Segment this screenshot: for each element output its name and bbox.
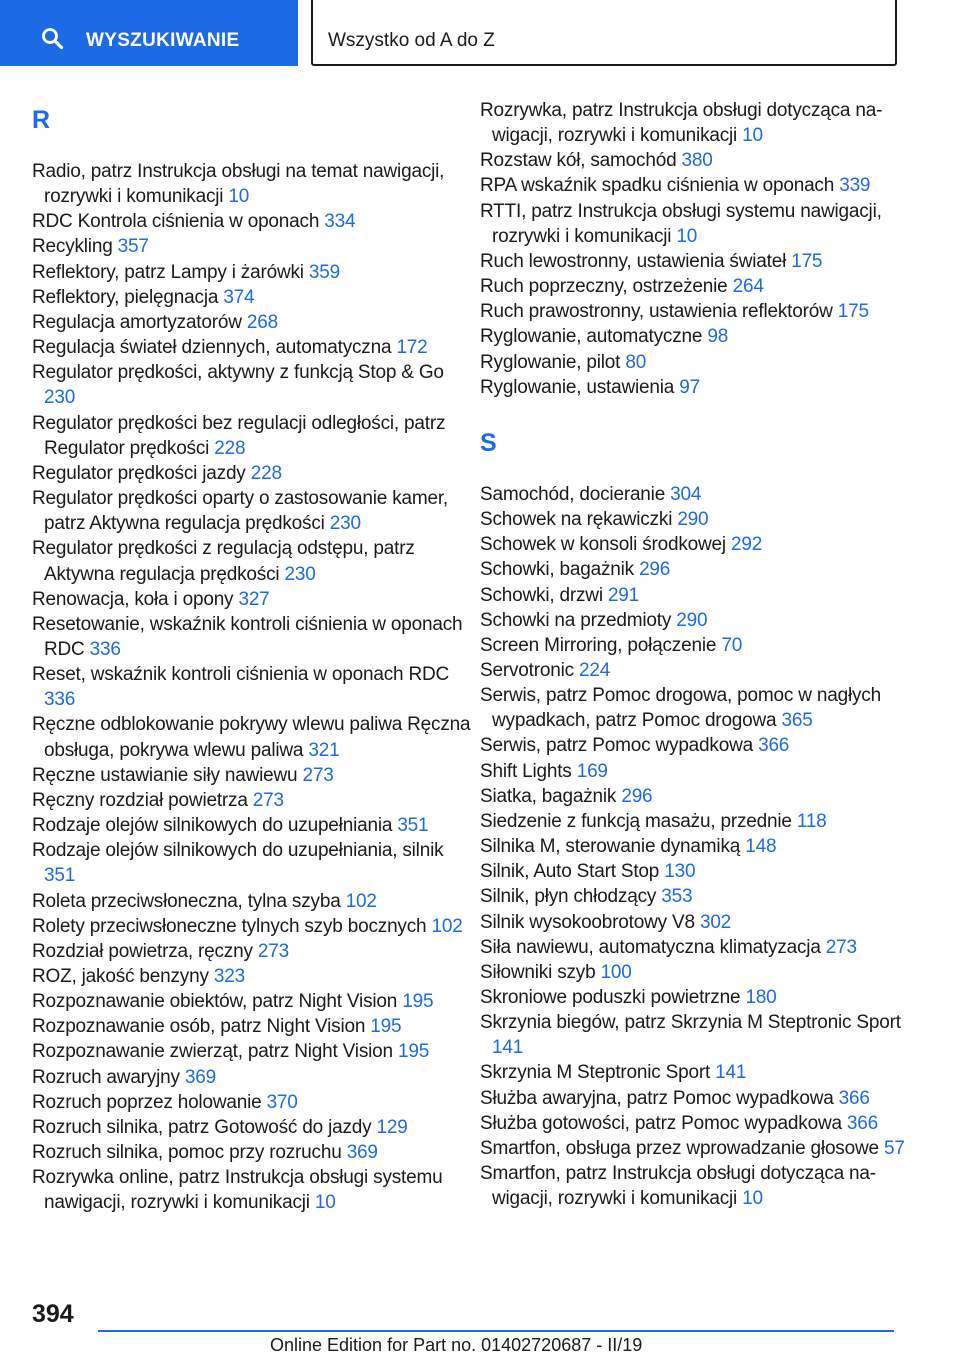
page-link[interactable]: 302	[699, 911, 732, 933]
index-entry	[32, 1090, 472, 1115]
index-entry	[480, 809, 920, 834]
index-entry-text: Ruch lewostronny, ustawienia świateł	[480, 250, 787, 272]
index-entry	[480, 759, 920, 784]
index-entry	[32, 964, 472, 989]
index-entry-text: Smartfon, patrz Instrukcja obsługi dotycząca nawigacji, rozrywki i komunikacji	[480, 1163, 877, 1210]
index-entry-text: Reflektory, patrz Lampy i żarówki	[32, 261, 304, 283]
index-entry	[480, 557, 920, 582]
page-link[interactable]: 129	[376, 1116, 408, 1138]
index-entry	[32, 310, 472, 335]
index-column-left	[32, 98, 472, 1216]
page-link[interactable]: 336	[89, 638, 121, 660]
search-button[interactable]	[0, 0, 298, 66]
index-entry-text: Reflektory, pielęgnacja	[32, 286, 219, 308]
index-entry	[32, 360, 472, 410]
index-entry	[480, 274, 920, 299]
index-entry-text: Rozrywka online, patrz Instrukcja obsługi systemu nawigacji, rozrywki i komunikacji	[32, 1167, 443, 1214]
page-link[interactable]: 10	[228, 186, 250, 208]
index-entry-text: Shift Lights	[480, 760, 572, 782]
index-entry	[32, 838, 472, 888]
page-link[interactable]: 70	[721, 634, 743, 656]
page-title: Wszystko od A do Z	[328, 30, 495, 51]
page-link[interactable]: 369	[184, 1066, 217, 1088]
index-entry	[480, 1010, 920, 1060]
index-entry-text: Siłowniki szyb	[480, 961, 596, 983]
index-entry-text: Regulator prędkości jazdy	[32, 462, 246, 484]
page-link[interactable]: 98	[707, 326, 729, 348]
index-entry-text: Rozrywka, patrz Instrukcja obsługi dotycząca nawigacji, rozrywki i komunikacji	[480, 100, 883, 147]
page-link[interactable]: 175	[791, 250, 823, 272]
page-link[interactable]: 80	[625, 351, 647, 373]
index-entry	[480, 733, 920, 758]
page-link[interactable]: 273	[252, 789, 284, 811]
index-entry-text: Schowek na rękawiczki	[480, 509, 673, 531]
index-letter-s: S	[480, 428, 497, 457]
index-entry	[32, 889, 472, 914]
page-link[interactable]: 327	[238, 588, 270, 610]
index-entry-text: Ruch poprzeczny, ostrzeżenie	[480, 276, 728, 298]
index-entry	[480, 532, 920, 557]
page-link[interactable]: 228	[214, 437, 246, 459]
index-entry	[480, 784, 920, 809]
index-entry-text: Radio, patrz Instrukcja obsługi na temat nawigacji, rozrywki i komunikacji	[32, 161, 445, 208]
index-entry-text: Służba awaryjna, patrz Pomoc wypadkowa	[480, 1087, 834, 1109]
index-entry	[480, 834, 920, 859]
index-entry	[32, 914, 472, 939]
index-entry-text: Silnik, Auto Start Stop	[480, 861, 660, 883]
index-entry-text: Regulator prędkości oparty o zastosowanie kamer, patrz Aktywna regulacja prędkości	[32, 488, 449, 535]
index-entry-text: Siedzenie z funkcją masażu, przednie	[480, 810, 792, 832]
page-link[interactable]: 353	[661, 886, 693, 908]
index-entry	[32, 461, 472, 486]
index-entry	[32, 612, 472, 662]
page-link[interactable]: 351	[397, 815, 429, 837]
index-entry	[480, 608, 920, 633]
page-link[interactable]: 230	[44, 387, 76, 409]
index-entry-text: Samochód, docieranie	[480, 483, 666, 505]
page-link[interactable]: 369	[346, 1142, 378, 1164]
edition-note: Online Edition for Part no. 01402720687 - II/19	[270, 1335, 643, 1355]
page-link[interactable]: 230	[284, 563, 316, 585]
index-entry-text: Regulacja amortyzatorów	[32, 311, 242, 333]
page-link[interactable]: 10	[742, 125, 763, 147]
index-entry	[32, 285, 472, 310]
index-entry	[32, 763, 472, 788]
page-link[interactable]: 339	[839, 175, 871, 197]
index-entry	[480, 960, 920, 985]
page-link[interactable]: 321	[308, 739, 340, 761]
page-link[interactable]: 273	[825, 936, 857, 958]
page-link[interactable]: 228	[250, 462, 282, 484]
page-link[interactable]: 141	[492, 1037, 524, 1059]
index-entry-text: ROZ, jakość benzyny	[32, 966, 209, 987]
index-entry-text: Rozpoznawanie zwierząt, patrz Night Vision	[32, 1041, 393, 1063]
index-entry	[480, 583, 920, 608]
page-link[interactable]: 351	[44, 865, 76, 887]
page-link[interactable]: 374	[223, 286, 255, 308]
page-link[interactable]: 102	[345, 890, 377, 912]
index-entry-text: Rolety przeciwsłoneczne tylnych szyb bocznych	[32, 915, 427, 937]
index-entry-text: Rozruch silnika, pomoc przy rozruchu	[32, 1142, 342, 1164]
index-entry	[32, 1165, 472, 1215]
index-entry-text: Rozstaw kół, samochód	[480, 150, 677, 172]
index-entry-text: Regulacja świateł dziennych, automatyczna	[32, 337, 392, 359]
index-entry	[480, 985, 920, 1010]
index-entry	[480, 1111, 920, 1136]
index-entry	[32, 335, 472, 360]
index-entry-text: Regulator prędkości bez regulacji odległości, patrz Regulator prędkości	[32, 412, 446, 459]
index-entry	[32, 788, 472, 813]
index-entry	[480, 633, 920, 658]
search-label: WYSZUKIWANIE	[86, 30, 240, 51]
index-entry-text: Służba gotowości, patrz Pomoc wypadkowa	[480, 1112, 842, 1134]
index-entry-text: Serwis, patrz Pomoc wypadkowa	[480, 735, 753, 757]
page-link[interactable]: 141	[715, 1062, 747, 1084]
index-entry	[480, 350, 920, 375]
index-entry	[480, 173, 920, 198]
page-link[interactable]: 10	[314, 1192, 336, 1214]
index-entry-text: Skrzynia biegów, patrz Skrzynia M Steptronic Sport	[480, 1012, 901, 1034]
index-entry-text: Rodzaje olejów silnikowych do uzupełniania, silnik	[32, 840, 444, 862]
page-link[interactable]: 290	[676, 609, 708, 631]
index-entry	[480, 299, 920, 324]
page-link[interactable]: 102	[431, 915, 463, 937]
index-entry-text: Rozruch poprzez holowanie	[32, 1091, 262, 1113]
index-entry	[32, 159, 472, 209]
page-link[interactable]: 195	[370, 1016, 402, 1038]
index-entry	[32, 536, 472, 586]
page-link[interactable]: 365	[781, 710, 813, 732]
page-link[interactable]: 366	[846, 1112, 879, 1134]
index-entry	[480, 249, 920, 274]
page-link[interactable]: 366	[758, 735, 790, 757]
page-link[interactable]: 100	[600, 961, 632, 983]
index-entry-text: Ręczny rozdział powietrza	[32, 789, 248, 811]
index-entry-text: RDC Kontrola ciśnienia w oponach	[32, 211, 320, 233]
index-entry	[480, 683, 920, 733]
page-link[interactable]: 57	[883, 1137, 905, 1159]
page-link[interactable]: 291	[607, 584, 640, 606]
index-entries-left	[32, 159, 472, 1216]
index-column-right	[480, 98, 920, 1211]
index-entry-text: Skroniowe poduszki powietrzne	[480, 987, 741, 1008]
page-link[interactable]: 304	[670, 483, 702, 505]
page-link[interactable]: 175	[837, 301, 869, 323]
index-entry	[32, 1115, 472, 1140]
index-entry-text: Rozpoznawanie obiektów, patrz Night Vision	[32, 991, 398, 1013]
index-entry-text: Ryglowanie, automatyczne	[480, 326, 703, 348]
footer-divider	[98, 1330, 894, 1332]
index-entry	[32, 209, 472, 234]
page-link[interactable]: 290	[677, 509, 709, 531]
index-entries-right-bottom	[480, 482, 920, 1212]
page-link[interactable]: 97	[679, 376, 700, 398]
index-entry-text: Recykling	[32, 236, 113, 258]
index-entry	[480, 148, 920, 173]
index-entry-text: Rozdział powietrza, ręczny	[32, 940, 253, 962]
index-entry-text: Serwis, patrz Pomoc drogowa, pomoc w nagłych wypadkach, patrz Pomoc drogowa	[480, 685, 881, 732]
index-entry-text: Servotronic	[480, 659, 574, 681]
page-link[interactable]: 292	[731, 534, 763, 556]
index-entry-text: RTTI, patrz Instrukcja obsługi systemu nawigacji, rozrywki i komunikacji	[480, 200, 882, 247]
index-entry	[480, 859, 920, 884]
page-link[interactable]: 224	[579, 659, 611, 681]
index-entry	[32, 486, 472, 536]
page-link[interactable]: 118	[796, 810, 827, 832]
index-entry-text: Schowki, drzwi	[480, 584, 603, 606]
page-link[interactable]: 268	[246, 311, 278, 333]
index-entry	[480, 98, 920, 148]
page-link[interactable]: 130	[664, 861, 696, 883]
page-link[interactable]: 172	[396, 337, 428, 359]
page-link[interactable]: 195	[402, 991, 434, 1013]
index-entry	[480, 935, 920, 960]
index-entry-text: Regulator prędkości, aktywny z funkcją Stop & Go	[32, 362, 444, 384]
page-link[interactable]: 10	[676, 225, 698, 247]
index-entry	[32, 813, 472, 838]
index-entry	[32, 712, 472, 762]
index-entry-text: Siatka, bagażnik	[480, 785, 617, 807]
index-entry	[32, 1014, 472, 1039]
index-entry-text: Resetowanie, wskaźnik kontroli ciśnienia w oponach RDC	[32, 613, 463, 660]
index-entry-text: Ryglowanie, ustawienia	[480, 376, 675, 398]
index-entry-text: Rozruch awaryjny	[32, 1066, 180, 1088]
page-link[interactable]: 273	[302, 764, 334, 786]
page-link[interactable]: 370	[266, 1091, 298, 1113]
index-entry	[480, 375, 920, 400]
page-link[interactable]: 195	[397, 1041, 430, 1063]
index-entry-text: Regulator prędkości z regulacją odstępu, patrz Aktywna regulacja prędkości	[32, 538, 415, 585]
index-entry-text: Silnika M, sterowanie dynamiką	[480, 836, 741, 858]
index-entry-text: Siła nawiewu, automatyczna klimatyzacja	[480, 936, 821, 958]
page-link[interactable]: 323	[213, 966, 245, 987]
section-title-box	[311, 0, 897, 66]
page-link[interactable]: 334	[324, 211, 356, 233]
index-entry-text: Silnik, płyn chłodzący	[480, 886, 657, 908]
index-entry-text: Rozruch silnika, patrz Gotowość do jazdy	[32, 1116, 372, 1138]
page-link[interactable]: 366	[838, 1087, 870, 1109]
page-link[interactable]: 264	[732, 276, 764, 298]
index-entry-text: Screen Mirroring, połączenie	[480, 634, 717, 656]
header	[0, 0, 960, 66]
index-entry-text: Schowki na przedmioty	[480, 609, 672, 631]
index-entry	[32, 234, 472, 259]
page-link[interactable]: 148	[745, 836, 777, 858]
index-entry	[480, 324, 920, 349]
page-link[interactable]: 273	[257, 940, 289, 962]
page-link[interactable]: 10	[742, 1188, 763, 1210]
page-link[interactable]: 296	[639, 559, 671, 581]
index-entry	[32, 989, 472, 1014]
index-entry-text: Roleta przeciwsłoneczna, tylna szyba	[32, 890, 341, 912]
index-entry	[32, 1140, 472, 1165]
index-entry	[480, 482, 920, 507]
index-entry	[480, 910, 920, 935]
index-entry	[480, 1060, 920, 1085]
index-entry-text: Smartfon, obsługa przez wprowadzanie głosowe	[480, 1137, 879, 1159]
index-entry	[32, 662, 472, 712]
page-link[interactable]: 357	[117, 236, 149, 258]
index-entry-text: Reset, wskaźnik kontroli ciśnienia w oponach RDC	[32, 664, 450, 686]
index-entry	[480, 1086, 920, 1111]
index-entry-text: RPA wskaźnik spadku ciśnienia w oponach	[480, 175, 835, 197]
index-entry-text: Schowek w konsoli środkowej	[480, 534, 726, 556]
index-letter-r: R	[32, 106, 51, 134]
page-link[interactable]: 180	[745, 987, 777, 1008]
index-entry-text: Schowki, bagażnik	[480, 559, 634, 581]
search-icon	[40, 26, 64, 50]
index-entry	[480, 199, 920, 249]
index-entry-text: Rodzaje olejów silnikowych do uzupełniania	[32, 815, 393, 837]
index-entry-text: Rozpoznawanie osób, patrz Night Vision	[32, 1016, 366, 1038]
page-link[interactable]: 296	[621, 785, 653, 807]
index-entry-text: Ruch prawostronny, ustawienia reflektorów	[480, 301, 833, 323]
index-entry	[32, 1065, 472, 1090]
index-entry-text: Silnik wysokoobrotowy V8	[480, 911, 695, 933]
index-entry-text: Renowacja, koła i opony	[32, 588, 234, 610]
index-entry	[480, 658, 920, 683]
index-entry	[32, 411, 472, 461]
page-link[interactable]: 359	[308, 261, 341, 283]
index-entry-text: Ręczne odblokowanie pokrywy wlewu paliwa Ręczna obsługa, pokrywa wlewu paliwa	[32, 714, 471, 761]
index-entry-text: Ryglowanie, pilot	[480, 351, 621, 373]
page-link[interactable]: 336	[44, 689, 76, 711]
index-entry	[32, 260, 472, 285]
index-entry	[480, 1136, 920, 1161]
page-link[interactable]: 380	[681, 150, 713, 172]
index-entry	[480, 1161, 920, 1211]
index-entry-text: Ręczne ustawianie siły nawiewu	[32, 764, 298, 786]
index-entry-text: Skrzynia M Steptronic Sport	[480, 1062, 711, 1084]
index-entry	[32, 1039, 472, 1064]
index-entry	[480, 884, 920, 909]
page-link[interactable]: 230	[329, 513, 361, 535]
index-entry	[480, 507, 920, 532]
index-entries-right-top	[480, 98, 920, 400]
index-entry	[32, 939, 472, 964]
page-link[interactable]: 169	[576, 760, 608, 782]
page-number: 394	[32, 1300, 74, 1328]
index-entry	[32, 587, 472, 612]
